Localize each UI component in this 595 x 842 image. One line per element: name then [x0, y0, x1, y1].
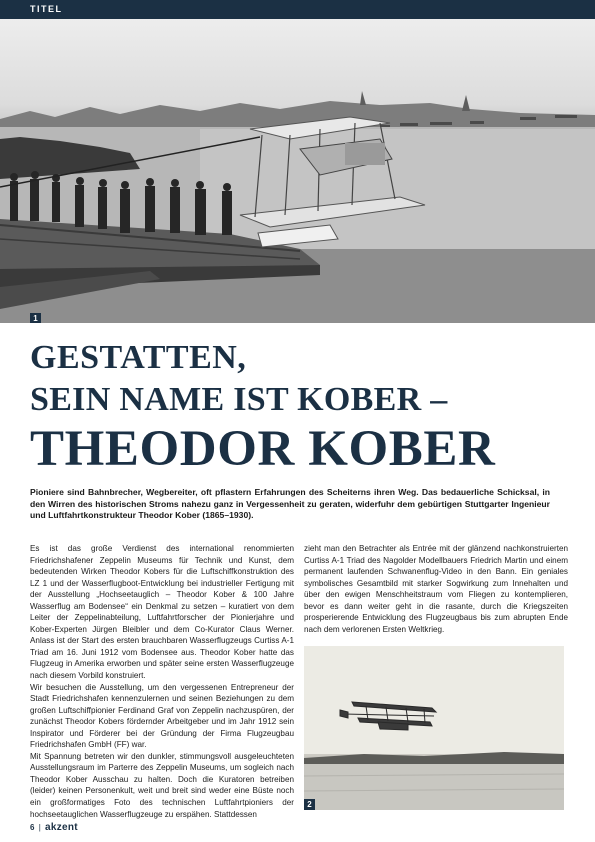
footer-separator: |: [38, 823, 41, 832]
magazine-logo: akzent: [45, 822, 78, 833]
body-paragraph: Mit Spannung betreten wir den dunkler, stimmungsvoll ausgeleuchteten Ausstellungsraum im Parterre des Zeppelin Museums, um sogleich nach Theodor Kober Ausschau zu halten. Doch die Kuratoren betreiben (leider) keinen Personenkult, weit und breit sind weder eine Büste noch ein großformatiges Foto des technischen Luftfahrtpioniers der hochseetauglichen Wasserflugzeuge zu erspähen. Stattdessen: [30, 751, 294, 819]
body-column-left: [30, 543, 294, 833]
body-paragraph: zieht man den Betrachter als Entrée mit der glänzend nachkonstruierten Curtiss A-1 Triad des Nagolder Modellbauers Friedrich Martin und einem permanent laufenden Schwanenflug-Video in den Bann. Ein geniales symbolisches Gesamtbild mit starker Sogwirkung zum Innehalten und über den ewigen Menschheitstraum vom Fliegen zu kontemplieren, bevor es dann weiter geht in die rasante, durch die Kriegszeiten prosperierende Entwicklung des Flugzeugbaus bis zum abrupten Ende nach dem verlorenen Ersten Weltkrieg.: [304, 544, 568, 634]
photo-number-1: 1: [30, 313, 41, 323]
hero-photo: [0, 19, 595, 323]
photo-2-drawing: [304, 646, 564, 810]
body-paragraph: Es ist das große Verdienst des international renommierten Friedrichshafener Zeppelin Museums für Technik und Kunst, dem bedeutenden Wirken Theodor Kobers für die Luftschiffkonstruktion des LZ 1 und der Wasserflugboot-Entwicklung bei industrieller Fertigung mit der Ausstellung „Hochseetauglich – Theodor Kober & 100 Jahre Wasserflug am Bodensee“ ein Denkmal zu setzen – kuratiert von dem Leiter der Zeppelinabteilung, Luftfahrtforscher der Pionierjahre und Kober-Experten Jürgen Bleibler und dem Co-Kurator Claus Werner. Anlass ist der Start des ersten brauchbaren Wasserflugzeugs Curtiss A-1 Triad am 16. Juni 1912 vom Bodensee aus. Theodor Kober hatte das Flugzeug in Amerika erworben und später seine ersten Wasserflugzeuge nach diesem Vorbild konstruiert.: [30, 544, 294, 681]
lead-paragraph: Pioniere sind Bahnbrecher, Wegbereiter, oft pflastern Erfahrungen des Scheiterns ihren Weg. Das bedauerliche Schicksal, in den Wirren des historischen Stroms nahezu ganz in Vergessenheit zu geraten, widerfuhr dem gebürtigen Stuttgarter Ingenieur und Luftfahrtkonstrukteur Theodor Kober (1865–1930).: [30, 487, 550, 521]
body-paragraph: Wir besuchen die Ausstellung, um den vergessenen Entrepreneur der Stadt Friedrichshafen kennenzulernen und seinen Beziehungen zu dem großen Luftschiffpionier Ferdinand Graf von Zeppelin nachzuspüren, der zunächst Theodor Kobers fördernder Arbeitgeber und im Jahr 1912 sein Inspirator und Förderer bei der Gründung der Firma Flugzeugbau Friedrichshafen GmbH (FF) war.: [30, 682, 294, 750]
headline-line-2: SEIN NAME IST KOBER –: [30, 381, 448, 418]
photo-number-2: 2: [304, 799, 315, 810]
hero-photo-drawing: [0, 19, 595, 323]
headline-line-3: THEODOR KOBER: [30, 421, 496, 477]
photo-2: [304, 646, 564, 810]
section-label: TITEL: [30, 4, 63, 14]
section-bar: [0, 0, 595, 19]
headline-line-1: GESTATTEN,: [30, 339, 247, 376]
page-footer: [30, 822, 78, 833]
body-column-right: [304, 543, 568, 643]
page-number: 6: [30, 823, 35, 832]
